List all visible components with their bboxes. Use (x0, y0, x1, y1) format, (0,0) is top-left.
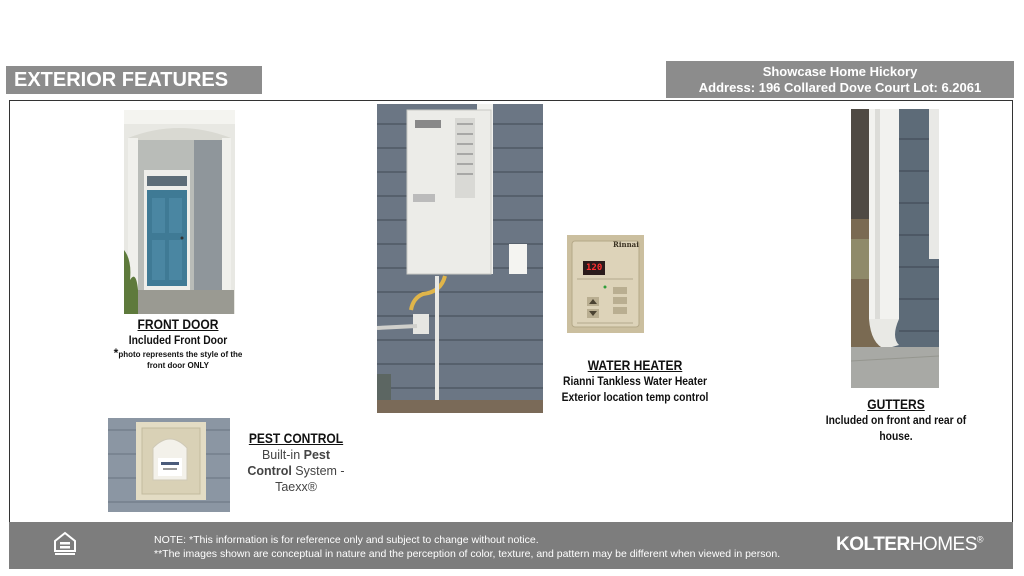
address-line: Address: 196 Collared Dove Court Lot: 6.2061 (698, 80, 982, 95)
front-door-footnote (98, 348, 258, 360)
footnote-line-1: photo represents the style of the (118, 350, 243, 359)
front-door-subtitle: Included Front Door (128, 333, 228, 347)
controller-display: 120 (586, 263, 603, 273)
pest-control-line-3: Taexx® (275, 480, 317, 494)
pest-line-1a: Built-in (261, 448, 304, 462)
equal-housing-icon (53, 531, 77, 562)
pest-control-line-2 (236, 463, 356, 479)
home-name: Showcase Home Hickory (762, 64, 918, 79)
pest-control-line-1 (236, 447, 356, 463)
footer-note-2: **The images shown are conceptual in nature and the perception of color, texture, and pattern may be different when viewed in person. (154, 548, 781, 560)
footer-note-1: NOTE: *This information is for reference only and subject to change without notice. (154, 534, 539, 546)
footer-bar (9, 522, 1013, 569)
logo-mark: ® (976, 534, 984, 545)
footnote-mark: * (113, 346, 119, 360)
logo-bold: KOLTER (836, 534, 910, 555)
front-door-title: FRONT DOOR (137, 316, 219, 332)
pest-line-2a: Control (247, 464, 292, 478)
front-door-caption (98, 316, 258, 371)
water-heater-photo (377, 104, 543, 413)
pest-control-photo (108, 418, 230, 512)
water-heater-line-1: Rianni Tankless Water Heater (563, 374, 707, 388)
pest-control-caption (236, 430, 356, 495)
front-door-photo (124, 110, 235, 314)
home-address-box (666, 61, 1014, 98)
gutters-photo (851, 109, 939, 388)
footer-notes (154, 533, 780, 561)
gutters-line-1: Included on front and rear of house. (825, 413, 967, 443)
water-heater-controller-photo (567, 235, 644, 333)
footnote-line-2: front door ONLY (147, 361, 209, 370)
water-heater-caption (545, 357, 725, 405)
gutters-caption (796, 396, 996, 444)
logo-light: HOMES (909, 534, 977, 555)
gutters-title: GUTTERS (867, 396, 925, 412)
controller-brand: Rinnai (613, 240, 639, 249)
pest-line-1b: Pest (303, 448, 331, 462)
pest-line-2b: System - (291, 464, 345, 478)
page-title: EXTERIOR FEATURES (6, 66, 262, 94)
pest-control-title: PEST CONTROL (248, 430, 344, 446)
water-heater-title: WATER HEATER (587, 357, 683, 373)
water-heater-line-2: Exterior location temp control (561, 390, 709, 404)
kolter-homes-logo (836, 534, 983, 556)
